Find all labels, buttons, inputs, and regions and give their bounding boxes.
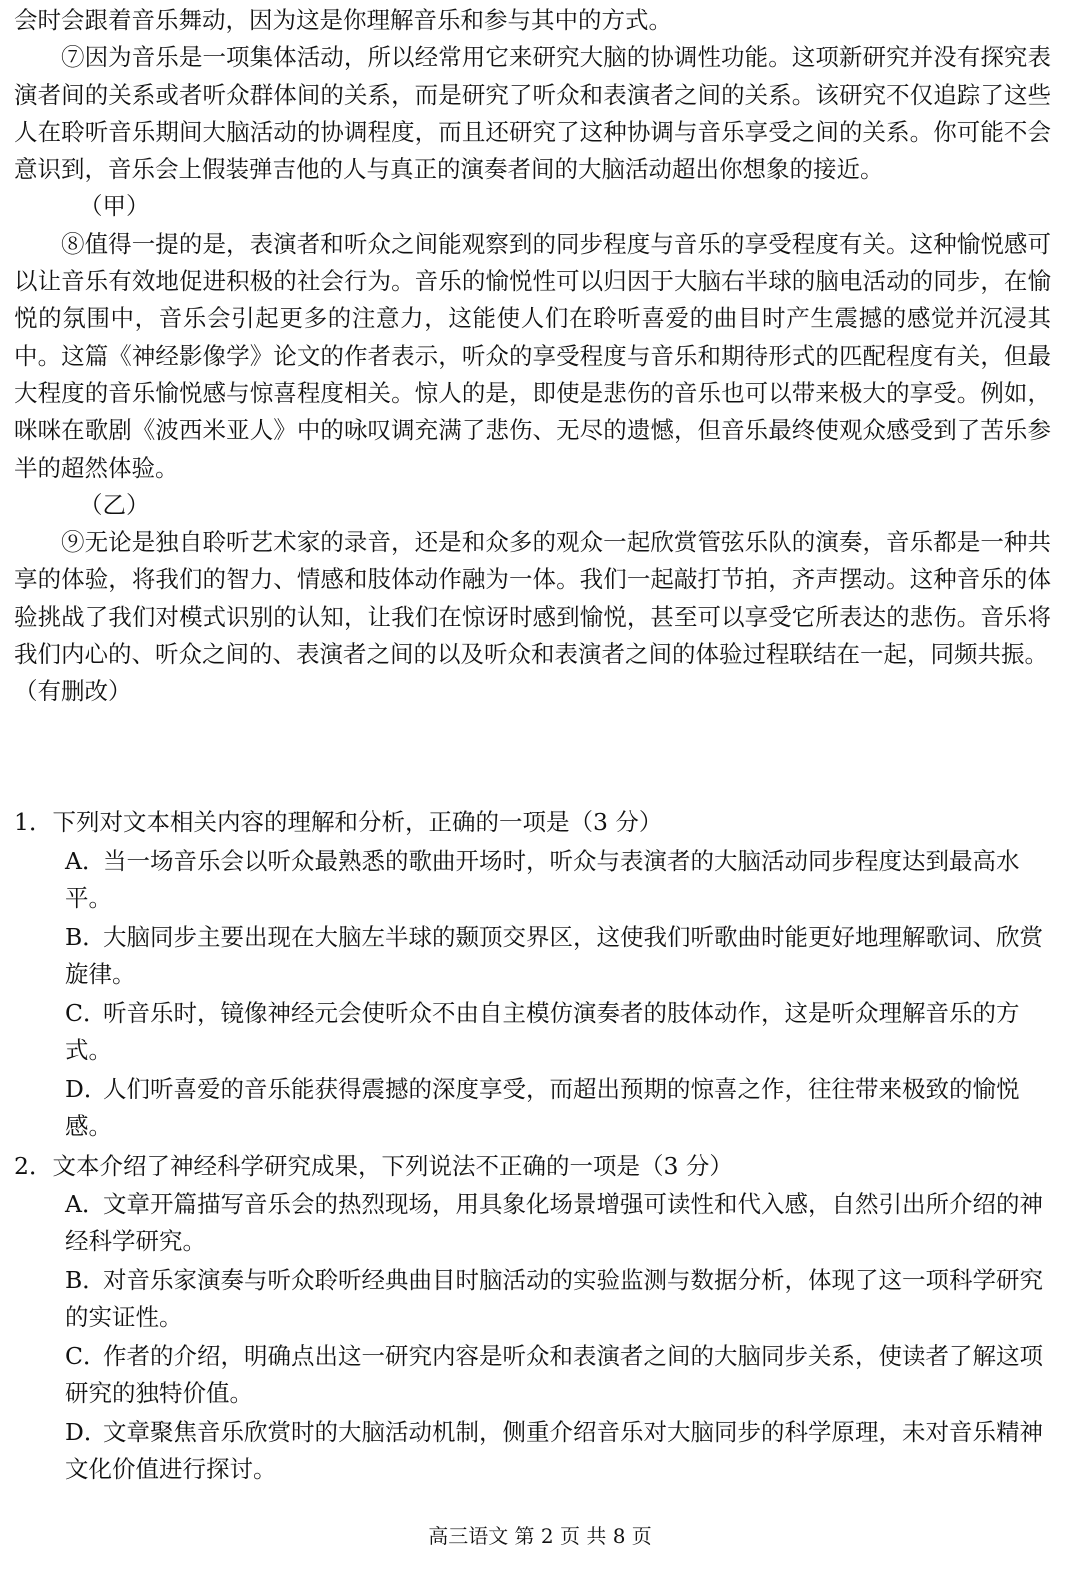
- source-note: （有删改）: [14, 677, 132, 706]
- question-2-option-b: [65, 1262, 1051, 1336]
- option-text: 作者的介绍，明确点出这一研究内容是听众和表演者之间的大脑同步关系，使读者了解这项研究的独特价值。: [65, 1342, 1043, 1407]
- question-1-stem: 1．下列对文本相关内容的理解和分析，正确的一项是（3 分）: [14, 808, 663, 836]
- page-footer: 高三语文 第 2 页 共 8 页: [428, 1524, 652, 1548]
- marker-yi: （乙）: [79, 490, 150, 519]
- marker-jia: （甲）: [79, 192, 150, 221]
- option-letter: A．: [65, 1190, 106, 1218]
- option-text: 听音乐时，镜像神经元会使听众不由自主模仿演奏者的肢体动作，这是听众理解音乐的方式。: [65, 999, 1020, 1064]
- option-text: 文章聚焦音乐欣赏时的大脑活动机制，侧重介绍音乐对大脑同步的科学原理，未对音乐精神文化价值进行探讨。: [65, 1418, 1043, 1483]
- option-letter: D．: [65, 1075, 108, 1103]
- option-text: 人们听喜爱的音乐能获得震撼的深度享受，而超出预期的惊喜之作，往往带来极致的愉悦感。: [65, 1075, 1020, 1140]
- question-2-option-a: [65, 1186, 1051, 1260]
- option-text: 文章开篇描写音乐会的热烈现场，用具象化场景增强可读性和代入感，自然引出所介绍的神经科学研究。: [65, 1190, 1043, 1255]
- question-2-option-d: [65, 1414, 1051, 1488]
- question-2-stem: 2．文本介绍了神经科学研究成果，下列说法不正确的一项是（3 分）: [14, 1152, 733, 1180]
- passage-line-continuation: 会时会跟着音乐舞动，因为这是你理解音乐和参与其中的方式。: [14, 6, 672, 34]
- question-2-option-c: [65, 1338, 1051, 1412]
- option-letter: C．: [65, 1342, 107, 1370]
- question-1-option-b: [65, 919, 1051, 993]
- option-letter: A．: [65, 847, 106, 875]
- reading-passage: [14, 2, 1051, 711]
- paragraph-8: ⑧值得一提的是，表演者和听众之间能观察到的同步程度与音乐的享受程度有关。这种愉悦感可以让音乐有效地促进积极的社会行为。音乐的愉悦性可以归因于大脑右半球的脑电活动的同步，在愉悦的氛围中，音乐会引起更多的注意力，这能使人们在聆听喜爱的曲目时产生震撼的感觉并沉浸其中。这篇《神经影像学》论文的作者表示，听众的享受程度与音乐和期待形式的匹配程度有关，但最大程度的音乐愉悦感与惊喜程度相关。惊人的是，即使是悲伤的音乐也可以带来极大的享受。例如，咪咪在歌剧《波西米亚人》中的咏叹调充满了悲伤、无尽的遗憾，但音乐最终使观众感受到了苦乐参半的超然体验。: [14, 229, 1051, 482]
- question-1-option-a: [65, 843, 1051, 917]
- question-1-option-d: [65, 1071, 1051, 1145]
- option-text: 对音乐家演奏与听众聆听经典曲目时脑活动的实验监测与数据分析，体现了这一项科学研究的实证性。: [65, 1266, 1043, 1331]
- option-letter: B．: [65, 1266, 106, 1294]
- option-letter: B．: [65, 923, 106, 951]
- option-letter: D．: [65, 1418, 108, 1446]
- option-letter: C．: [65, 999, 107, 1027]
- option-text: 大脑同步主要出现在大脑左半球的颞顶交界区，这使我们听歌曲时能更好地理解歌词、欣赏旋律。: [65, 923, 1043, 988]
- question-1-option-c: [65, 995, 1051, 1069]
- paragraph-7: ⑦因为音乐是一项集体活动，所以经常用它来研究大脑的协调性功能。这项新研究并没有探究表演者间的关系或者听众群体间的关系，而是研究了听众和表演者之间的关系。该研究不仅追踪了这些人在聆听音乐期间大脑活动的协调程度，而且还研究了这种协调与音乐享受之间的关系。你可能不会意识到，音乐会上假装弹吉他的人与真正的演奏者间的大脑活动超出你想象的接近。: [14, 43, 1051, 184]
- paragraph-9: ⑨无论是独自聆听艺术家的录音，还是和众多的观众一起欣赏管弦乐队的演奏，音乐都是一种共享的体验，将我们的智力、情感和肢体动作融为一体。我们一起敲打节拍，齐声摆动。这种音乐的体验挑战了我们对模式识别的认知，让我们在惊讶时感到愉悦，甚至可以享受它所表达的悲伤。音乐将我们内心的、听众之间的、表演者之间的以及听众和表演者之间的体验过程联结在一起，同频共振。: [14, 528, 1051, 669]
- option-text: 当一场音乐会以听众最熟悉的歌曲开场时，听众与表演者的大脑活动同步程度达到最高水平。: [65, 847, 1020, 912]
